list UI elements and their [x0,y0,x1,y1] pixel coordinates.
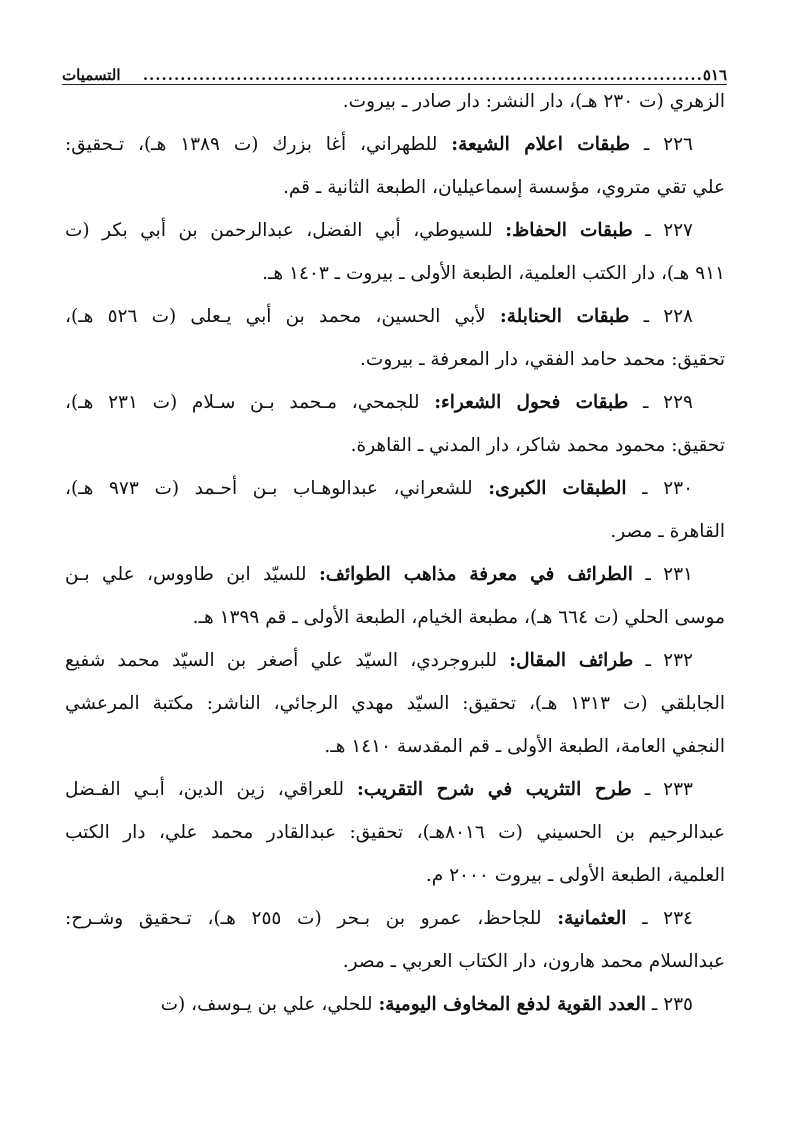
bibliography-entry [65,467,725,553]
entry-title: طبقات اعلام الشيعة: [451,134,631,155]
entry-first-line [65,467,725,510]
entry-number: ٢٢٩ ـ [643,392,693,413]
entry-text: للسيوطي، أبي الفضل، عبدالرحمن بن أبي بكر (ت [65,220,493,241]
entry-text: للجاحظ، عمرو بن بـحر (ت ٢٥٥ هـ)، تـحقيق وشـرح: [65,908,542,929]
bibliography-entry [65,381,725,467]
entry-line: النجفي العامة، الطبعة الأولى ـ قم المقدسة ١٤١٠ هـ. [324,736,725,757]
entry-number: ٢٣٠ ـ [642,478,694,499]
entry-number: ٢٢٨ ـ [643,306,693,327]
entry-number: ٢٣١ ـ [645,564,693,585]
entry-line: عبدالسلام محمد هارون، دار الكتاب العربي ـ مصر. [342,951,725,972]
entry-first-line [65,209,725,252]
entry-line: تحقيق: محمود محمد شاكر، دار المدني ـ القاهرة. [350,435,725,456]
bibliography-entry [65,768,725,897]
entry-title: طبقات فحول الشعراء: [434,392,629,413]
entry-first-line [65,983,725,1026]
bibliography-body [65,80,725,1026]
entry-title: طرح التثريب في شرح التقريب: [357,779,632,800]
entry-text: لأبي الحسين، محمد بن أبي يـعلى (ت ٥٢٦ هـ)، [65,306,486,327]
entry-number: ٢٢٧ ـ [645,220,693,241]
entries-list [65,123,725,1026]
entry-line: القاهرة ـ مصر. [610,521,725,542]
entry-title: العثمانية: [557,908,627,929]
entry-title: طبقات الحنابلة: [499,306,630,327]
entry-first-line [65,295,725,338]
entry-text: للبروجردي، السيّد علي أصغر بن السيّد محمد شفيع [65,650,498,671]
continuation-line: الزهري (ت ٢٣٠ هـ)، دار النشر: دار صادر ـ بيروت. [342,91,725,112]
entry-line: علي تقي متروي، مؤسسة إسماعيليان، الطبعة الثانية ـ قم. [282,177,725,198]
entry-title: الطبقات الكبرى: [488,478,627,499]
entry-text: للجمحي، مـحمد بـن سـلام (ت ٢٣١ هـ)، [65,392,420,413]
bibliography-entry [65,209,725,295]
entry-line: عبدالرحيم بن الحسيني (ت ٨٠١٦هـ)، تحقيق: عبدالقادر محمد علي، دار الكتب [65,822,726,843]
entry-line: موسى الحلي (ت ٦٦٤ هـ)، مطبعة الخيام، الطبعة الأولى ـ قم ١٣٩٩ هـ. [192,607,725,628]
bibliography-entry [65,295,725,381]
entry-number: ٢٢٦ ـ [643,134,693,155]
entry-number: ٢٣٤ ـ [642,908,693,929]
entry-first-line [65,897,725,940]
entry-text: للشعراني، عبدالوهـاب بـن أحـمد (ت ٩٧٣ هـ)، [65,478,473,499]
entry-first-line [65,768,725,811]
bibliography-entry [65,123,725,209]
bibliography-entry [65,553,725,639]
entry-text: للطهراني، أغا بزرك (ت ١٣٨٩ هـ)، تـحقيق: [65,134,438,155]
entry-first-line [65,553,725,596]
entry-number: ٢٣٥ ـ [651,994,693,1015]
entry-number: ٢٣٢ ـ [645,650,693,671]
entry-title: العدد القوية لدفع المخاوف اليومية: [378,994,646,1015]
entry-first-line [65,639,725,682]
entry-number: ٢٣٣ ـ [644,779,693,800]
entry-line: الجابلقي (ت ١٣١٣ هـ)، تحقيق: السيّد مهدي الرجائي، الناشر: مكتبة المرعشي [65,693,725,714]
entry-text: للحلي، علي بن يـوسف، (ت [160,994,373,1015]
bibliography-entry [65,897,725,983]
entry-text: للعراقي، زين الدين، أبـي الفـضل [65,779,344,800]
bibliography-entry [65,639,725,768]
leader-dots: .......................................................................................... [142,66,703,84]
bibliography-entry [65,983,725,1026]
entry-line: ٩١١ هـ)، دار الكتب العلمية، الطبعة الأولى ـ بيروت ـ ١٤٠٣ هـ. [262,263,725,284]
entry-title: طرائف المقال: [509,650,634,671]
entry-line: تحقيق: محمد حامد الفقي، دار المعرفة ـ بيروت. [360,349,725,370]
entry-line: العلمية، الطبعة الأولى ـ بيروت ٢٠٠٠ م. [425,865,725,886]
entry-title: طبقات الحفاظ: [505,220,633,241]
section-title: التسميات [62,66,121,84]
entry-first-line [65,381,725,424]
entry-first-line [65,123,725,166]
entry-title: الطرائف في معرفة مذاهب الطوائف: [318,564,633,585]
page-number: ٥١٦ [702,66,727,84]
entry-text: للسيّد ابن طاووس، علي بـن [65,564,307,585]
